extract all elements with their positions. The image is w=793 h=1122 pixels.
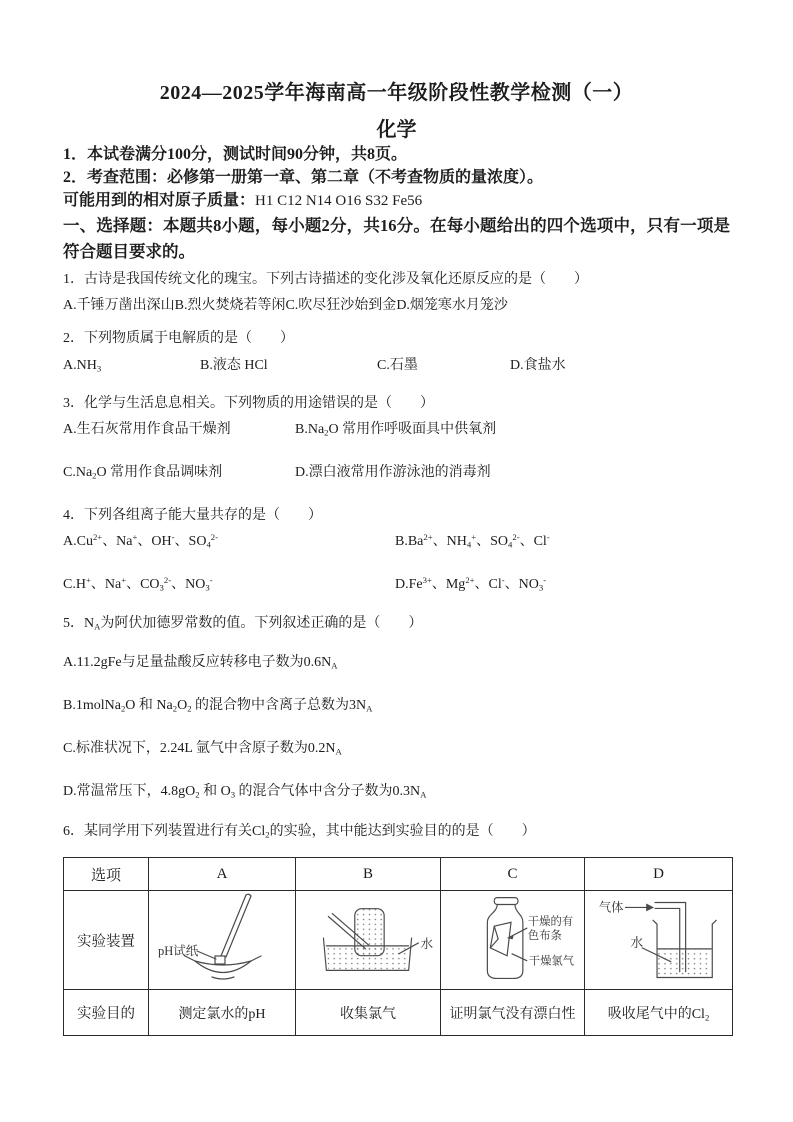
question-4-options-row2 [63,572,730,598]
glass-rod [221,894,251,957]
water-label: 水 [629,935,643,950]
question-2-stem: 2．下列物质属于电解质的是（ ） [63,331,294,346]
option-b: B.烈火焚烧若等闲 [174,298,286,313]
atomic-mass-label: 可能用到的相对原子质量： [63,192,256,209]
option-b: B.液态 HCl [200,358,268,373]
page-title: 2024—2025学年海南高一年级阶段性教学检测（一） [159,82,634,104]
purpose-b: 收集氯气 [296,990,441,1036]
option-d: D.常温常压下，$4.8gO_2$ 和 $O_3$ 的混合气体中含分子数为$0.3N_A$ [63,784,427,800]
option-b: $B.Na_2O$ 常用作呼吸面具中供氧剂 [295,422,497,438]
gas-arrow [625,904,654,912]
apparatus-c-diagram [442,892,584,988]
question-3 [63,393,730,485]
question-4-options-row1 [63,529,730,555]
option-a: $A.Cu^{2+}$、Na+、OH-、$SO_4^{2-}$ [63,532,219,550]
question-3-options-row2 [63,461,730,485]
option-a: A.11.2gFe与足量盐酸反应转移电子数为$0.6N_A$ [63,655,338,671]
apparatus-d-diagram [586,892,732,988]
apparatus-cell-b [296,891,441,990]
option-d: $D.Fe^{3+}$、$Mg^{2+}$、Cl-、$NO_3^-$ [395,575,547,593]
notice-scope: 2．考查范围：必修第一册第一章、第二章（不考查物质的量浓度）。 [63,169,544,186]
subject-title: 化学 [376,119,417,141]
question-4-stem: 4．下列各组离子能大量共存的是（ ） [63,508,322,523]
dry-cloth-label-line2: 色布条 [527,930,562,943]
header-c: C [441,858,585,891]
header-a: A [149,858,296,891]
option-c: C.H+、Na+、$CO_3^{2-}$、$NO_3^-$ [63,575,213,593]
question-1 [63,269,730,316]
purpose-c: 证明氯气没有漂白性 [441,990,585,1036]
apparatus-b-diagram [297,892,439,988]
header-b: B [296,858,441,891]
dry-cloth-label-line1: 干燥的有 [527,916,573,929]
option-b: B.1molNa$_2$O 和 $Na_2O_2$ 的混合物中含离子总数为$3N_A$ [63,698,373,714]
question-6-stem: 6．某同学用下列装置进行有关$Cl_2$的实验，其中能达到实验目的的是（ ） [63,824,536,840]
apparatus-a-diagram [152,892,292,988]
option-a: A.生石灰常用作食品干燥剂 [63,422,231,437]
purpose-a: 测定氯水的pH [149,990,296,1036]
notice-full-score: 1．本试卷满分100分，测试时间90分钟，共8页。 [63,146,408,163]
dry-chlorine-label: 干燥氯气 [528,955,574,968]
header-d: D [585,858,733,891]
option-c: C.吹尽狂沙始到金 [285,298,397,313]
apparatus-cell-d [585,891,733,990]
question-1-stem: 1．古诗是我国传统文化的瑰宝。下列古诗描述的变化涉及氧化还原反应的是（ ） [63,272,588,287]
beaker [653,920,716,977]
gas-leader-line [512,954,527,961]
question-6 [63,821,730,843]
colored-cloth-strip [490,922,511,956]
question-3-stem: 3．化学与生活息息相关。下列物质的用途错误的是（ ） [63,396,434,411]
atomic-mass-line [63,189,730,213]
option-a: $A.NH_3$ [63,358,102,374]
question-5 [63,613,730,804]
header-option: 选项 [64,858,149,891]
option-d: D.食盐水 [510,358,566,373]
option-d: D.烟笼寒水月笼沙 [396,298,508,313]
question-2 [63,328,730,378]
option-c: $C.Na_2O$ 常用作食品调味剂 [63,465,223,481]
option-b: $B.Ba^{2+}$、$NH_4^+$、$SO_4^{2-}$、Cl- [395,532,550,550]
purpose-row-label: 实验目的 [64,990,149,1036]
atomic-mass-values: H1 C12 N14 O16 S32 Fe56 [255,193,423,209]
apparatus-cell-a [149,891,296,990]
table-purpose-row [64,990,733,1036]
question-4 [63,505,730,598]
table-apparatus-row [64,891,733,990]
water-label: 水 [420,936,434,951]
option-a: A.千锤万凿出深山 [63,298,175,313]
section-heading: 一、选择题：本题共8小题，每小题2分，共16分。在每小题给出的四个选项中，只有一项是符合题目要求的。 [63,216,730,261]
question-2-options [63,354,730,378]
question-5-stem: 5．$N_A$为阿伏加德罗常数的值。下列叙述正确的是（ ） [63,616,423,632]
purpose-d: 吸收尾气中的$Cl_2$ [585,990,733,1036]
apparatus-cell-c [441,891,585,990]
question-3-options-row1 [63,418,730,442]
option-d: D.漂白液常用作游泳池的消毒剂 [295,465,491,480]
gas-collection-bottle [355,909,384,956]
watch-glass [185,956,261,979]
table-header-row [64,858,733,891]
option-c: C.石墨 [377,358,418,373]
experiment-table [63,857,733,1036]
apparatus-row-label: 实验装置 [64,891,149,990]
option-c: C.标准状况下，2.24L 氩气中含原子数为$0.2N_A$ [63,741,342,757]
question-1-options [63,295,730,316]
gas-label: 气体 [598,900,623,915]
ph-paper-label: pH试纸 [158,944,199,958]
